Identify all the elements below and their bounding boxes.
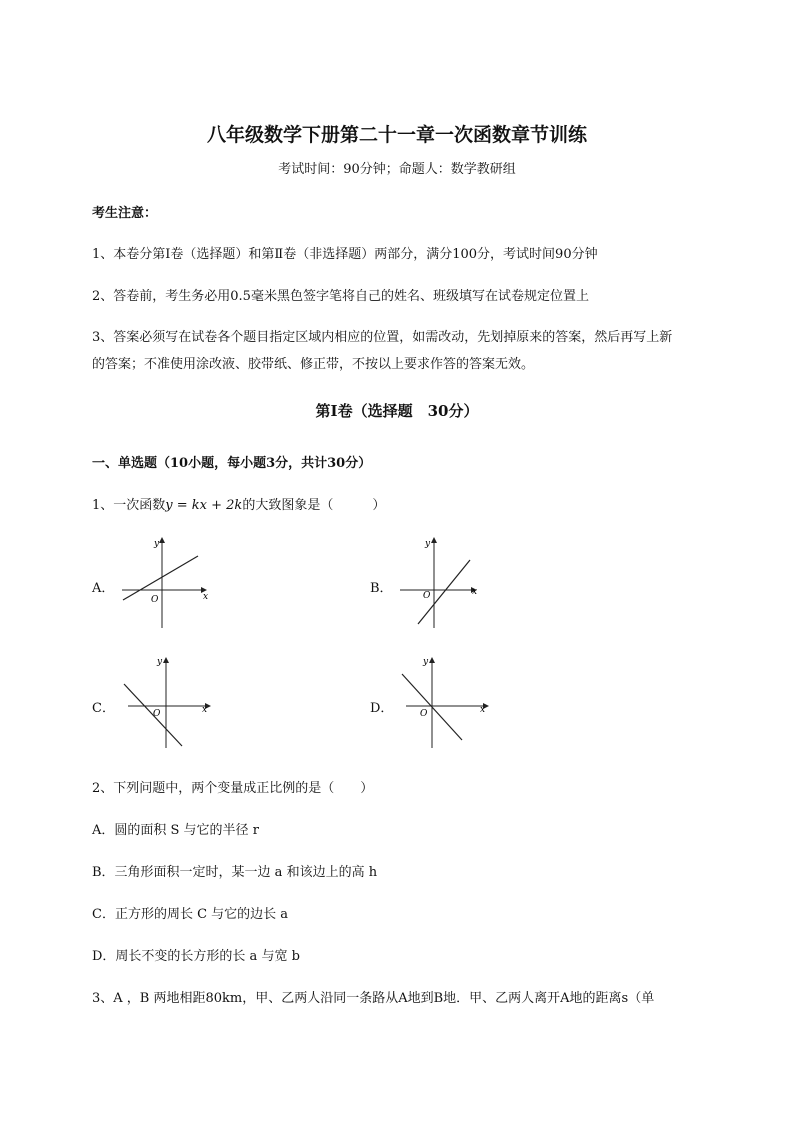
- notice-item-1: 1、本卷分第I卷（选择题）和第Ⅱ卷（非选择题）两部分，满分100分，考试时间90分钟: [92, 247, 598, 262]
- question-2-stem: 2、下列问题中，两个变量成正比例的是（ ）: [92, 781, 374, 796]
- x-label: x: [203, 592, 209, 602]
- question-2-option-a[interactable]: A．圆的面积 S 与它的半径 r: [92, 823, 259, 838]
- y-label: y: [154, 539, 160, 549]
- notice-item-3-cont: 的答案；不准使用涂改液、胶带纸、修正带，不按以上要求作答的答案无效。: [92, 357, 535, 372]
- origin-label: O: [423, 591, 431, 601]
- origin-label: O: [151, 595, 159, 605]
- y-label: y: [425, 539, 431, 549]
- question-1-suffix: 的大致图象是（ ）: [242, 498, 386, 513]
- question-3-stem: 3、A ，B 两地相距80km，甲、乙两人沿同一条路从A地到B地．甲、乙两人离开A地的距离s（单: [92, 991, 655, 1006]
- y-label: y: [157, 657, 163, 667]
- graph-option-c[interactable]: [118, 654, 218, 754]
- exam-info: 考试时间：90分钟；命题人：数学教研组: [278, 162, 516, 177]
- question-2-option-d[interactable]: D．周长不变的长方形的长 a 与宽 b: [92, 949, 300, 964]
- section-title: 第I卷（选择题 30分）: [315, 402, 479, 420]
- y-label: y: [423, 657, 429, 667]
- function-line: [123, 556, 198, 600]
- option-b-label[interactable]: B．: [370, 581, 393, 596]
- page-title: 八年级数学下册第二十一章一次函数章节训练: [206, 124, 587, 146]
- graph-option-a[interactable]: [118, 534, 218, 634]
- question-2-option-b[interactable]: B．三角形面积一定时，某一边 a 和该边上的高 h: [92, 865, 378, 880]
- question-1-prefix: 1、一次函数: [92, 498, 166, 513]
- option-a-label[interactable]: A．: [92, 581, 115, 596]
- x-label: x: [472, 587, 478, 597]
- notice-item-2: 2、答卷前，考生务必用0.5毫米黑色签字笔将自己的姓名、班级填写在试卷规定位置上: [92, 289, 589, 304]
- question-1-stem: [92, 494, 385, 513]
- option-c-label[interactable]: C．: [92, 701, 115, 716]
- option-d-label[interactable]: D．: [370, 701, 394, 716]
- origin-label: O: [420, 709, 428, 719]
- graph-option-b[interactable]: [396, 534, 496, 634]
- graph-option-d[interactable]: [396, 654, 496, 754]
- question-1-formula: y = kx + 2k: [165, 498, 243, 513]
- part-heading: 一、单选题（10小题，每小题3分，共计30分）: [92, 456, 372, 471]
- notice-item-3: 3、答案必须写在试卷各个题目指定区域内相应的位置，如需改动，先划掉原来的答案，然后再写上新: [92, 330, 673, 345]
- notice-heading: 考生注意：: [92, 206, 158, 221]
- origin-label: O: [153, 709, 161, 719]
- x-label: x: [480, 705, 486, 715]
- x-label: x: [202, 705, 208, 715]
- question-2-option-c[interactable]: C．正方形的周长 C 与它的边长 a: [92, 907, 289, 922]
